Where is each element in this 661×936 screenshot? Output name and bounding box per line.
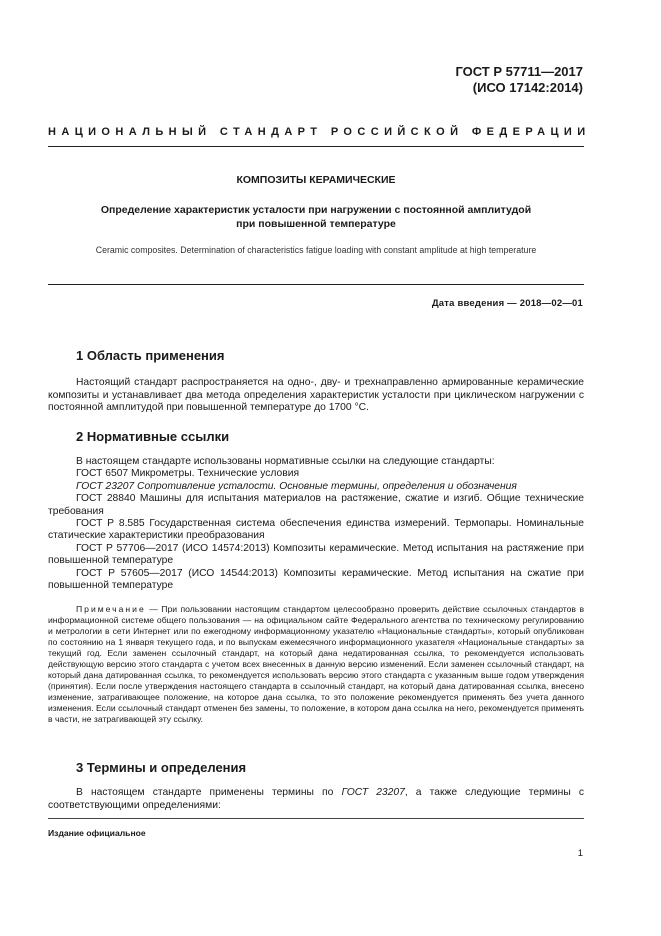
reference-item — [48, 543, 584, 568]
document-title-english: Ceramic composites. Determination of characteristics fatigue loading with constant amplitude at high temperature — [95, 245, 537, 255]
page-number: 1 — [577, 848, 583, 859]
document-subtitle — [80, 203, 552, 231]
reference-code: ГОСТ 28840 — [76, 493, 136, 505]
reference-title: Государственная система обеспечения единства измерений. Термопары. Номинальные статические характеристики преобразования — [48, 518, 584, 542]
official-edition-label: Издание официальное — [48, 828, 146, 838]
reference-item — [48, 568, 584, 593]
reference-item — [48, 518, 584, 543]
section-3-text — [48, 787, 584, 812]
note-label: Примечание — [76, 604, 146, 614]
reference-title: Сопротивление усталости. Основные термины, определения и обозначения — [137, 480, 517, 492]
section-3-heading: 3 Термины и определения — [76, 760, 247, 775]
document-title: КОМПОЗИТЫ КЕРАМИЧЕСКИЕ — [236, 174, 396, 186]
header-rule — [48, 146, 584, 147]
reference-code: ГОСТ Р 8.585 — [76, 518, 145, 530]
reference-code: ГОСТ 23207 — [76, 480, 135, 492]
normative-references — [48, 456, 584, 592]
document-subtitle-line1: Определение характеристик усталости при нагружении с постоянной амплитудой — [100, 204, 532, 216]
reference-title: Композиты керамические. Метод испытания на сжатие при повышенной температуре — [48, 567, 584, 592]
document-subtitle-line2: при повышенной температуре — [236, 218, 396, 230]
title-rule — [48, 284, 584, 285]
section-3-paragraph — [48, 787, 584, 812]
references-intro: В настоящем стандарте использованы нормативные ссылки на следующие стандарты: — [76, 456, 495, 467]
note-paragraph — [48, 604, 584, 725]
standard-code — [455, 64, 583, 96]
reference-item — [48, 493, 584, 518]
section-3-text-start: В настоящем стандарте применены термины по — [76, 787, 342, 798]
reference-title: Композиты керамические. Метод испытания на растяжение при повышенной температуре — [48, 542, 584, 567]
reference-title: Машины для испытания материалов на растяжение, сжатие и изгиб. Общие технические требования — [48, 493, 584, 517]
section-3-reference: ГОСТ 23207 — [341, 787, 405, 798]
section-1-paragraph — [48, 377, 584, 415]
footer-rule — [48, 818, 584, 819]
standard-code-line2: (ИСО 17142:2014) — [472, 80, 583, 95]
reference-code: ГОСТ Р 57706—2017 (ИСО 14574:2013) — [76, 542, 270, 554]
section-1-heading: 1 Область применения — [76, 348, 225, 363]
reference-item — [48, 468, 584, 480]
note-text: — При пользовании настоящим стандартом целесообразно проверить действие ссылочных стандартов в информационной системе общего пользования — на официальном сайте Федерального агентства по техническому регулированию и метрологии в сети Интернет или по ежегодному информационному указателю «Национальные стандарты», который опубликован по состоянию на 1 января текущего года, и по выпускам ежемесячного информационного указателя «Национальные стандарты» за текущий год. Если заменен ссылочный стандарт, на который дана недатированная ссылка, то рекомендуется использовать действующую версию этого стандарта с учетом всех внесенных в данную версию изменений. Если заменен ссылочный стандарт, на который дана датированная ссылка, то рекомендуется использовать версию этого стандарта с указанным выше годом утверждения (принятия). Если после утверждения настоящего стандарта в ссылочный стандарт, на который дана датированная ссылка, внесено изменение, затрагивающее положение, на которое дана ссылка, то это положение рекомендуется применять без учета данного изменения. Если ссылочный стандарт отменен без замены, то положение, в котором дана ссылка на него, рекомендуется применять в части, не затрагивающей эту ссылку. — [48, 604, 585, 724]
section-2-heading: 2 Нормативные ссылки — [76, 429, 230, 444]
reference-title: Микрометры. Технические условия — [131, 468, 300, 480]
reference-item — [48, 481, 584, 493]
introduction-date: Дата введения — 2018—02—01 — [431, 298, 583, 309]
reference-code: ГОСТ Р 57605—2017 (ИСО 14544:2013) — [76, 567, 278, 579]
national-standard-banner: НАЦИОНАЛЬНЫЙ СТАНДАРТ РОССИЙСКОЙ ФЕДЕРАЦИИ — [48, 126, 591, 138]
section-1-text: Настоящий стандарт распространяется на одно-, дву- и трехнаправленно армированные керамические композиты и устанавливает два метода определения характеристик усталости при циклическом нагружении с постоянной амплитудой при повышенной температуре до 1700 °С. — [48, 377, 584, 414]
references-note — [48, 604, 584, 725]
reference-code: ГОСТ 6507 — [76, 468, 129, 480]
section-3-text-end: , а также следующие термины с соответствующими определениями: — [48, 787, 584, 811]
standard-code-line1: ГОСТ Р 57711—2017 — [455, 64, 583, 79]
